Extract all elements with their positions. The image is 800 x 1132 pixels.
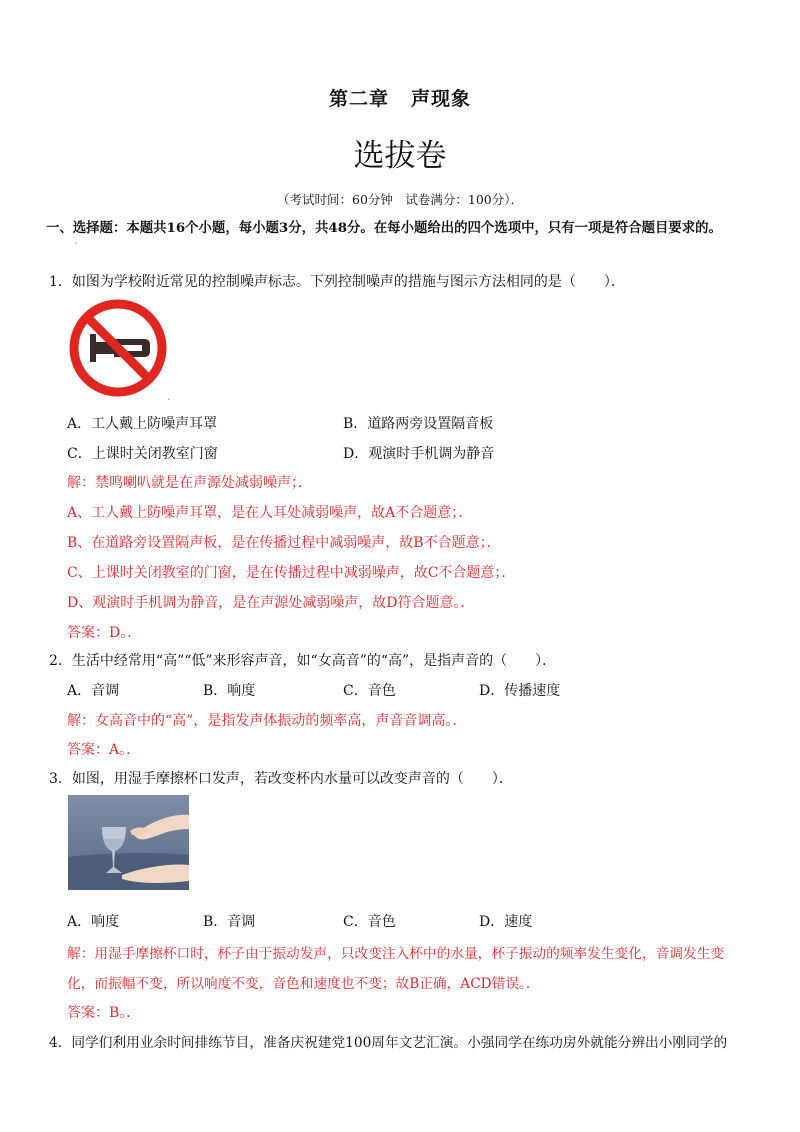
q1-answer: 答案：D。． — [67, 625, 142, 641]
q2-answer: 答案：A。． — [67, 742, 141, 758]
exam-time-info: （考试时间：60分钟 试卷满分：100分）． — [276, 192, 523, 207]
question-2-stem: 2．生活中经常用“高”“低”来形容声音，如“女高音”的“高”，是指声音的（ ）． — [49, 653, 557, 669]
wine-glass-photo-icon — [68, 795, 189, 890]
chapter-name: 声现象 — [411, 88, 472, 110]
q3-solution-line-2: 化，而振幅不变，所以响度不变，音色和速度也不变；故B正确，ACD错误。． — [67, 976, 540, 992]
section-heading: 一、选择题：本题共16个小题，每小题3分，共48分。在每小题给出的四个选项中，只有一项是符合题目要求的。 — [46, 220, 722, 236]
q1-option-a: A．工人戴上防噪声耳罩 — [67, 416, 218, 432]
q2-option-c: C．音色 — [343, 683, 396, 699]
stray-mark: . — [167, 390, 171, 403]
question-4-stem: 4．同学们利用业余时间排练节目，准备庆祝建党100周年文艺汇演。小强同学在练功房外就能分辨出小刚同学的 — [49, 1035, 728, 1051]
q1-option-b: B．道路两旁设置隔音板 — [343, 416, 494, 432]
question-3-stem: 3．如图，用湿手摩擦杯口发声，若改变杯内水量可以改变声音的（ ）． — [49, 771, 513, 787]
q1-solution-line: A、工人戴上防噪声耳罩，是在人耳处减弱噪声，故A不合题意；． — [67, 505, 473, 521]
q2-solution: 解：女高音中的“高”，是指发声体振动的频率高，声音音调高。． — [67, 713, 467, 729]
q1-solution-line: 解：禁鸣喇叭就是在声源处减弱噪声；． — [67, 475, 312, 491]
q3-answer: 答案：B。． — [67, 1005, 141, 1021]
q2-option-b: B．响度 — [203, 683, 256, 699]
q1-option-d: D．观演时手机调为静音 — [343, 446, 495, 462]
q3-option-a: A．响度 — [67, 914, 120, 930]
q1-solution-line: B、在道路旁设置隔声板，是在传播过程中减弱噪声，故B不合题意；． — [67, 535, 501, 551]
q3-option-b: B．音调 — [203, 914, 256, 930]
q2-option-a: A．音调 — [67, 683, 120, 699]
no-horn-sign-icon — [68, 298, 168, 398]
chapter-heading — [0, 84, 800, 111]
q1-option-c: C．上课时关闭教室门窗 — [67, 446, 218, 462]
question-1-stem: 1．如图为学校附近常见的控制噪声标志。下列控制噪声的措施与图示方法相同的是（ ）． — [49, 274, 625, 290]
q3-option-d: D．速度 — [479, 914, 533, 930]
q1-solution-line: C、上课时关闭教室的门窗，是在传播过程中减弱噪声，故C不合题意；． — [67, 565, 516, 581]
q2-option-d: D．传播速度 — [479, 683, 561, 699]
page-title: 选拔卷 — [353, 138, 447, 174]
q1-solution-line: D、观演时手机调为静音，是在声源处减弱噪声，故D符合题意。． — [67, 595, 475, 611]
chapter-number: 第二章 — [328, 88, 389, 110]
q3-solution-line-1: 解：用湿手摩擦杯口时，杯子由于振动发声，只改变注入杯中的水量，杯子振动的频率发生变化，音调发生变 — [67, 946, 725, 962]
q3-option-c: C．音色 — [343, 914, 396, 930]
stray-mark: . — [74, 234, 78, 247]
